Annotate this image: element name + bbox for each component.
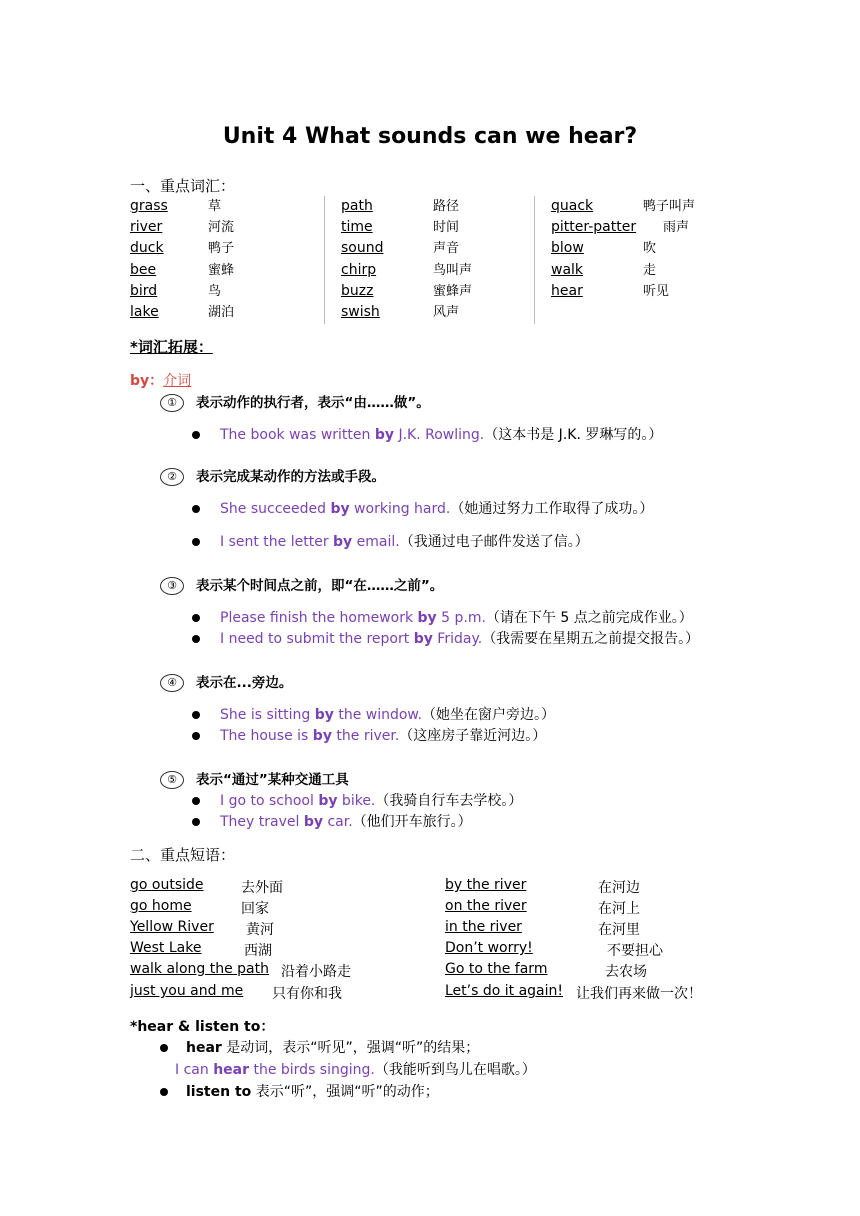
by-heading: by：介词	[130, 373, 192, 389]
phrase-item: on the river 在河上	[445, 898, 640, 917]
bullet-icon	[160, 1088, 168, 1096]
part-of-speech: 介词	[163, 373, 192, 389]
vocab-row: time 时间	[341, 219, 460, 236]
phrase-item: Yellow River 黄河	[130, 919, 274, 938]
bullet-icon	[192, 538, 200, 546]
vocab-extension-heading: *词汇拓展：	[130, 338, 213, 356]
example-sentence: The house is by the river.（这座房子靠近河边。）	[192, 725, 546, 745]
phrase-item: in the river 在河里	[445, 919, 640, 938]
usage-point: ② 表示完成某动作的方法或手段。	[160, 465, 385, 486]
vocab-row: buzz 蜜蜂声	[341, 282, 473, 299]
vocab-row: grass 草	[130, 198, 222, 214]
vocab-row: quack 鸭子叫声	[551, 198, 696, 214]
vocab-column-1	[130, 196, 324, 324]
vocab-row: lake 湖泊	[130, 303, 235, 320]
phrase-item: Don’t worry! 不要担心	[445, 940, 663, 959]
bullet-icon	[160, 1044, 168, 1052]
usage-point: ⑤ 表示“通过”某种交通工具	[160, 768, 349, 789]
bullet-icon	[192, 711, 200, 719]
vocab-row: walk 走	[551, 261, 657, 278]
example-sentence: I sent the letter by email.（我通过电子邮件发送了信。）	[192, 531, 589, 551]
bullet-icon	[192, 431, 200, 439]
bullet-icon	[192, 614, 200, 622]
vocab-row: bee 蜜蜂	[130, 261, 235, 278]
page-title: Unit 4 What sounds can we hear?	[222, 124, 638, 149]
section-vocab-heading: 一、重点词汇：	[130, 177, 236, 195]
phrase-item: just you and me 只有你和我	[130, 983, 342, 1002]
phrase-item: Let’s do it again! 让我们再来做一次！	[445, 983, 702, 1002]
example-sentence: I need to submit the report by Friday.（我需要在星期五之前提交报告。）	[192, 628, 699, 648]
bullet-icon	[192, 505, 200, 513]
vocab-row: sound 声音	[341, 240, 460, 257]
bullet-icon	[192, 635, 200, 643]
vocab-table	[130, 196, 760, 324]
vocab-row: blow 吹	[551, 240, 657, 257]
phrase-item: go outside 去外面	[130, 877, 283, 896]
usage-point: ④ 表示在...旁边。	[160, 671, 292, 692]
listen-definition: listen to 表示“听”，强调“听”的动作；	[160, 1081, 439, 1101]
phrase-item: Go to the farm 去农场	[445, 961, 647, 980]
phrase-item: by the river 在河边	[445, 877, 640, 896]
vocab-row: duck 鸭子	[130, 240, 235, 257]
example-sentence: She succeeded by working hard.（她通过努力工作取得了成功。）	[192, 498, 653, 518]
example-sentence: They travel by car.（他们开车旅行。）	[192, 811, 472, 831]
bullet-icon	[192, 797, 200, 805]
hear-listen-heading: *hear & listen to：	[130, 1019, 275, 1035]
vocab-column-3	[534, 196, 751, 324]
vocab-column-2	[324, 196, 551, 324]
vocab-row: chirp 鸟叫声	[341, 261, 473, 278]
example-sentence: I go to school by bike.（我骑自行车去学校。）	[192, 790, 522, 810]
phrase-item: walk along the path 沿着小路走	[130, 961, 351, 980]
phrase-item: go home 回家	[130, 898, 269, 917]
section-phrases-heading: 二、重点短语：	[130, 846, 236, 864]
hear-example: I can hear the birds singing.（我能听到鸟儿在唱歌。）	[175, 1062, 536, 1078]
vocab-row: path 路径	[341, 198, 460, 214]
usage-point: ③ 表示某个时间点之前，即“在……之前”。	[160, 574, 443, 595]
vocab-row: river 河流	[130, 219, 235, 236]
usage-point: ① 表示动作的执行者，表示“由……做”。	[160, 391, 430, 412]
example-sentence: The book was written by J.K. Rowling.（这本书是 J.K. 罗琳写的。）	[192, 424, 662, 444]
example-sentence: Please finish the homework by 5 p.m.（请在下午 5 点之前完成作业。）	[192, 607, 693, 627]
hear-definition: hear 是动词，表示“听见”，强调“听”的结果；	[160, 1037, 479, 1057]
bullet-icon	[192, 818, 200, 826]
phrase-item: West Lake 西湖	[130, 940, 272, 959]
example-sentence: She is sitting by the window.（她坐在窗户旁边。）	[192, 704, 555, 724]
vocab-row: bird 鸟	[130, 282, 222, 299]
vocab-row: hear 听见	[551, 282, 670, 299]
vocab-row: swish 风声	[341, 303, 460, 320]
bullet-icon	[192, 732, 200, 740]
vocab-row: pitter-patter 雨声	[551, 219, 690, 236]
